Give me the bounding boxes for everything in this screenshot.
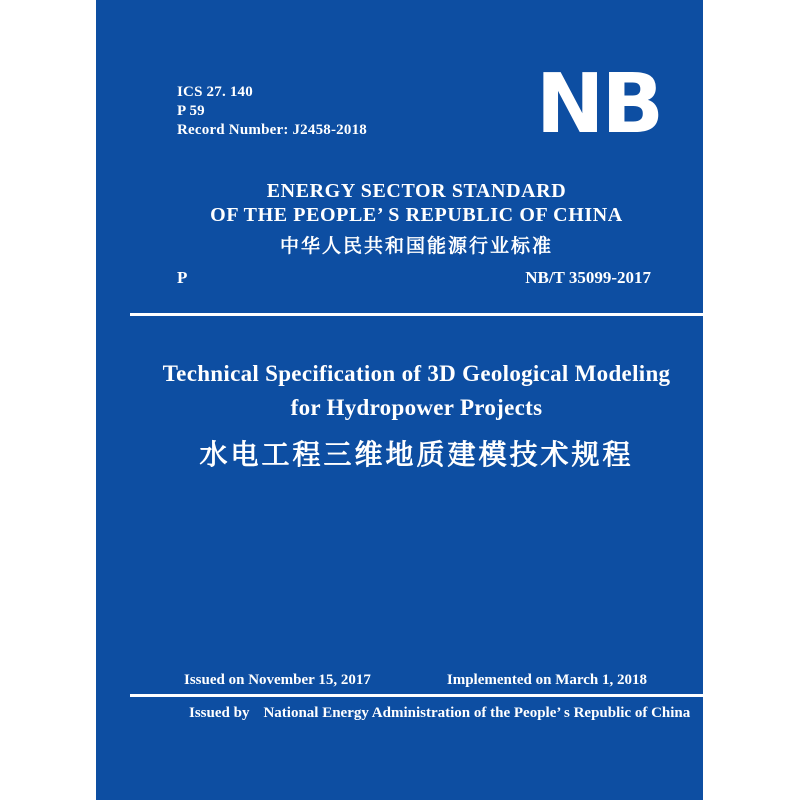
dates-row: [130, 671, 703, 690]
title-en-line1: Technical Specification of 3D Geological Modeling: [162, 361, 671, 386]
doc-class: P: [177, 268, 188, 287]
ics-code: ICS 27. 140: [177, 84, 253, 100]
issued-by-label: Issued by: [189, 705, 250, 721]
ics-block: [177, 83, 367, 140]
title-en-line2: for Hydropower Projects: [290, 395, 543, 420]
bottom-divider: [130, 694, 703, 697]
top-divider: [130, 313, 703, 316]
issuer-name: National Energy Administration of the People’ s Republic of China: [263, 705, 691, 721]
issuer-gap: [249, 704, 263, 723]
title-zh: 水电工程三维地质建模技术规程: [199, 438, 634, 471]
issued-date: Issued on November 15, 2017: [184, 672, 371, 688]
record-number: Record Number: J2458-2018: [177, 122, 367, 138]
standard-number-row: [130, 268, 703, 287]
issuer-row: [130, 704, 703, 723]
title-block: [130, 357, 703, 473]
document-cover: [96, 0, 703, 800]
cover-content: [130, 0, 703, 800]
header-block: [130, 180, 703, 258]
header-en-line1: ENERGY SECTOR STANDARD: [266, 180, 567, 202]
nb-logo: NB: [535, 57, 661, 152]
header-zh: 中华人民共和国能源行业标准: [279, 235, 553, 257]
implemented-date: Implemented on March 1, 2018: [446, 672, 647, 688]
classification-code: P 59: [177, 103, 205, 119]
standard-number: NB/T 35099-2017: [525, 268, 651, 287]
header-en-line2: OF THE PEOPLE’ S REPUBLIC OF CHINA: [210, 203, 623, 226]
